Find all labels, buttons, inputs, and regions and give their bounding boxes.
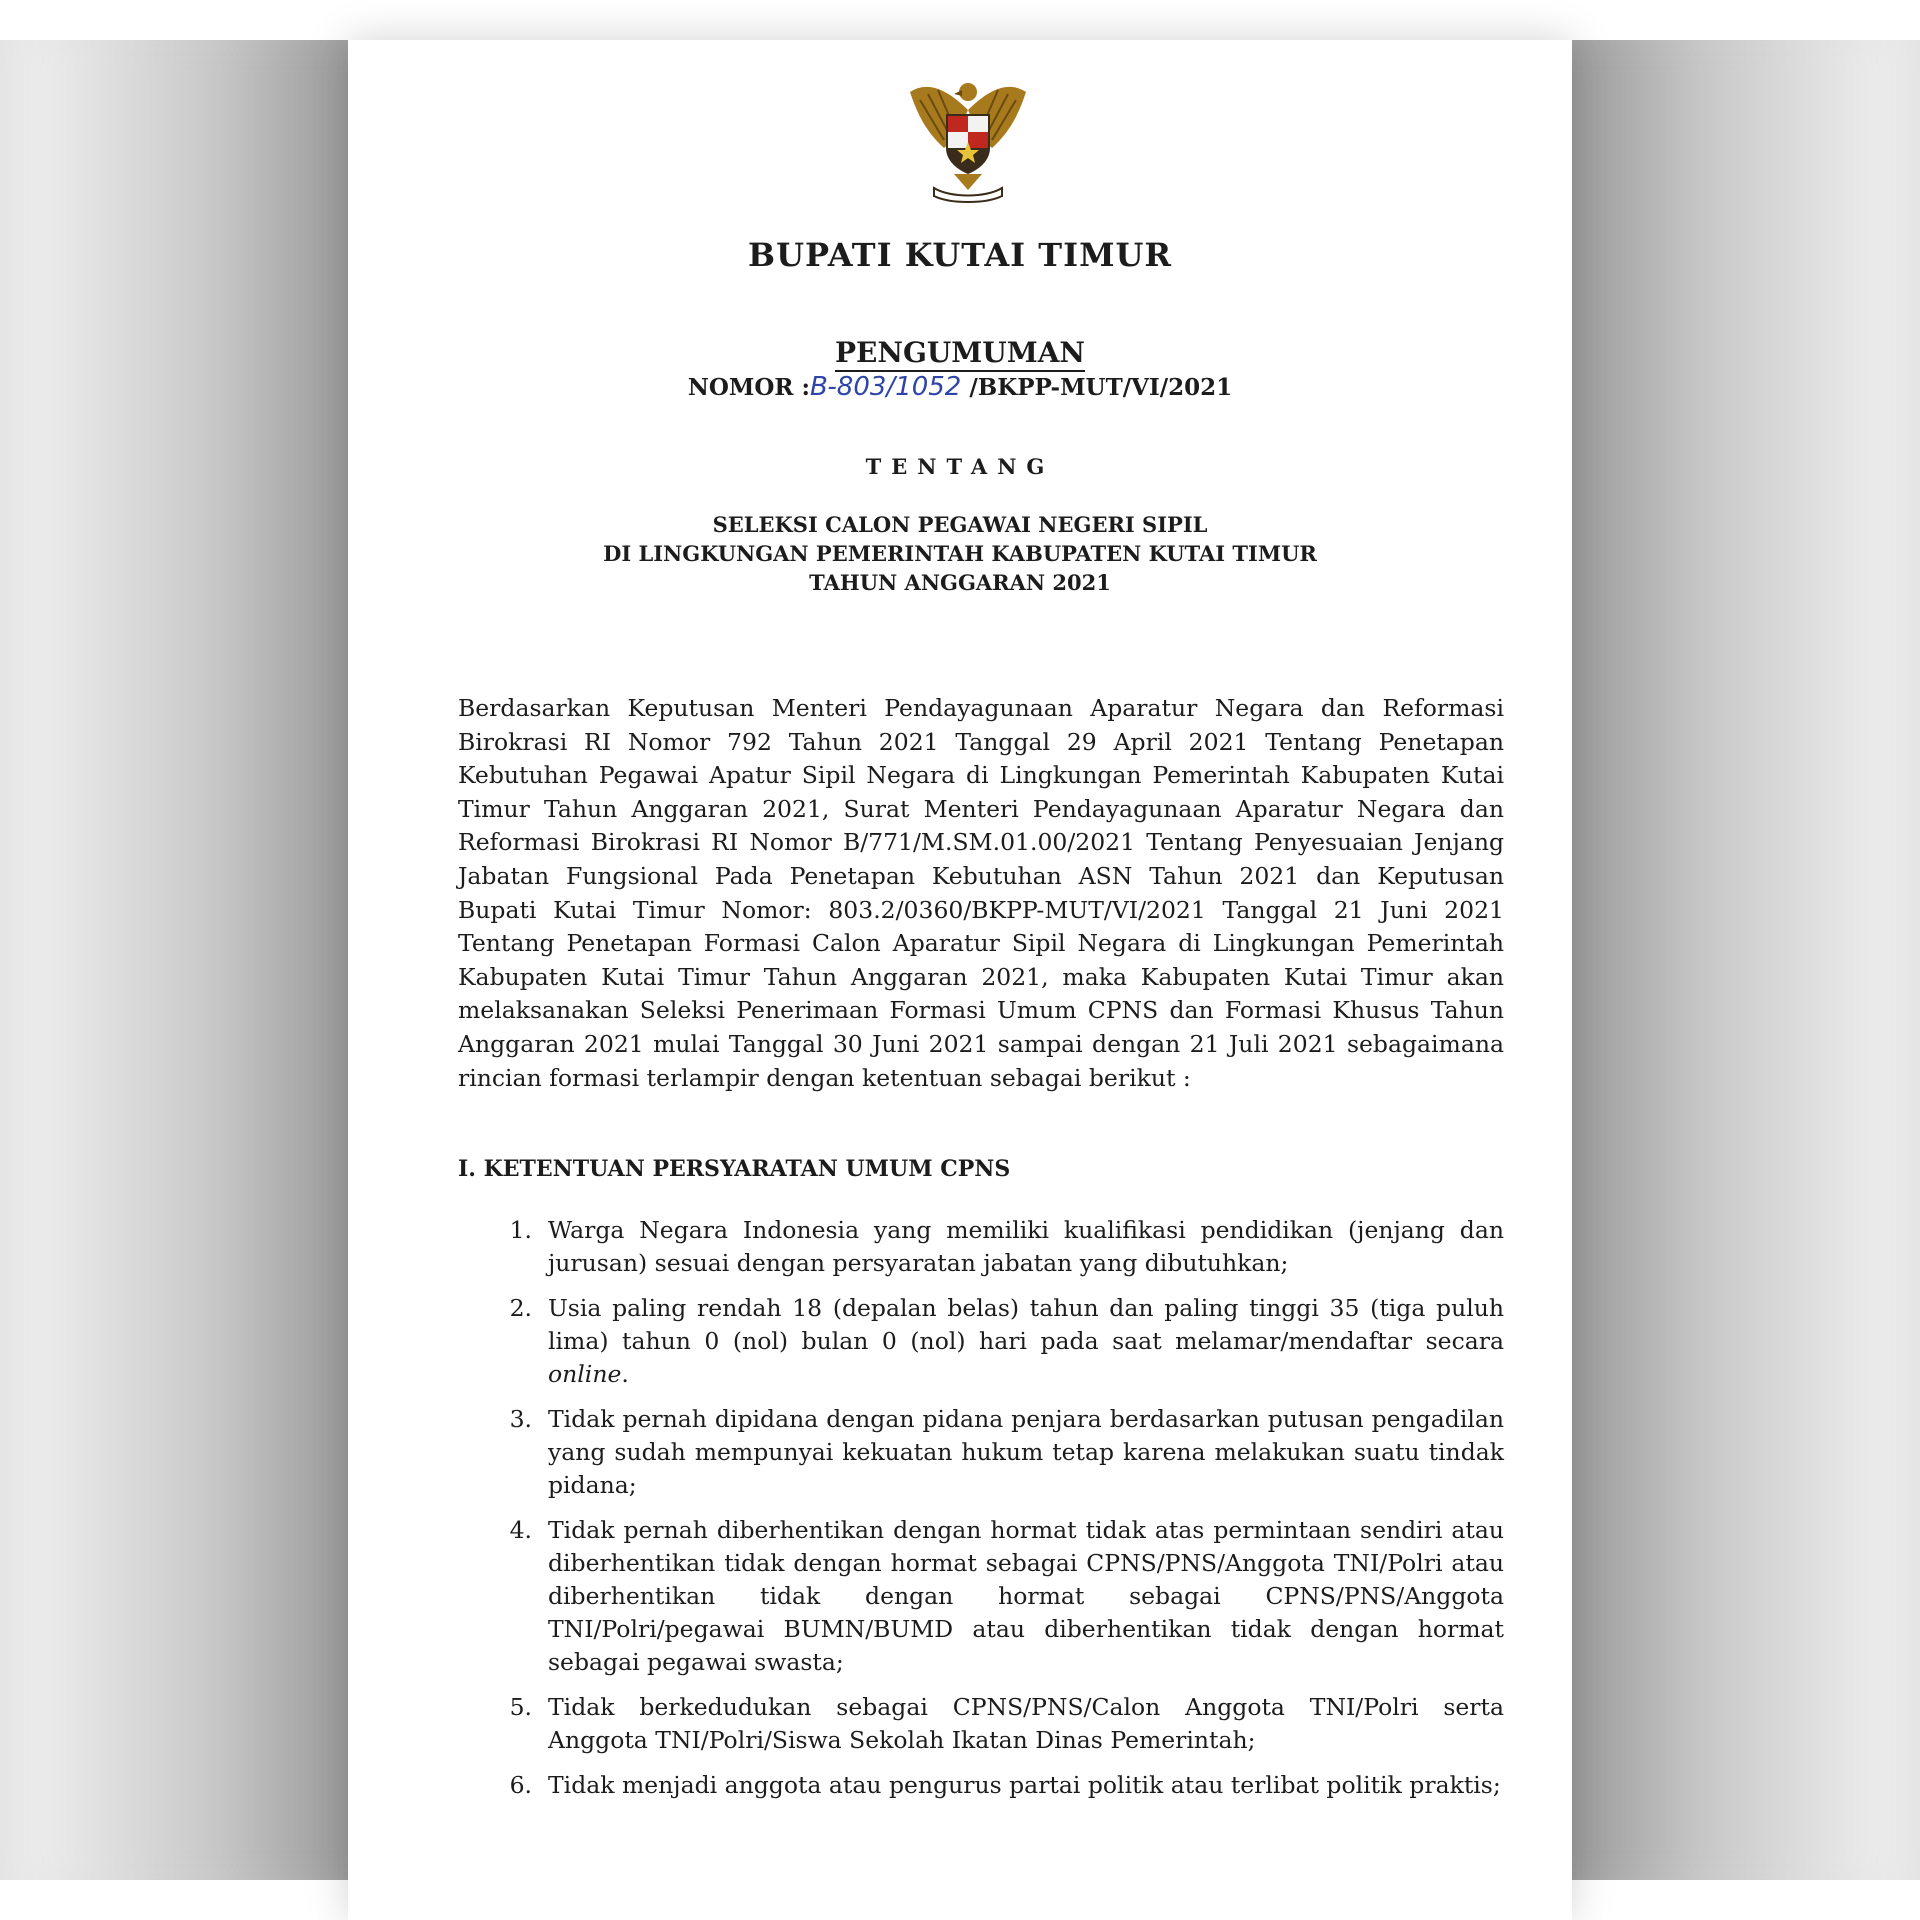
list-item (458, 1769, 1504, 1802)
item-text: Usia paling rendah 18 (depalan belas) tahun dan paling tinggi 35 (tiga puluh lima) tahun 0 (nol) bulan 0 (nol) hari pada saat melamar/mendaftar secara (548, 1294, 1504, 1355)
number-prefix: NOMOR : (687, 374, 811, 401)
list-item (458, 1691, 1504, 1757)
about-label: TENTANG (865, 454, 1055, 479)
requirements-list (458, 1214, 1504, 1814)
subject-block (348, 510, 1572, 597)
announcement-label (348, 336, 1572, 369)
item-number: 3. (509, 1405, 532, 1433)
list-item (458, 1514, 1504, 1679)
item-text: Tidak menjadi anggota atau pengurus partai politik atau terlibat politik praktis; (548, 1771, 1501, 1799)
letterhead-title: BUPATI KUTAI TIMUR (748, 236, 1172, 274)
subject-line: SELEKSI CALON PEGAWAI NEGERI SIPIL (712, 512, 1208, 537)
section-title: I. KETENTUAN PERSYARATAN UMUM CPNS (458, 1156, 1011, 1182)
list-item (458, 1403, 1504, 1502)
top-border (0, 0, 1920, 40)
item-text: Tidak berkedudukan sebagai CPNS/PNS/Calon Anggota TNI/Polri serta Anggota TNI/Polri/Siswa Sekolah Ikatan Dinas Pemerintah; (548, 1693, 1504, 1754)
announcement-label-text: PENGUMUMAN (835, 336, 1085, 372)
list-item (458, 1214, 1504, 1280)
item-text: Tidak pernah diberhentikan dengan hormat tidak atas permintaan sendiri atau diberhentikan tidak dengan hormat sebagai CPNS/PNS/Anggota TNI/Polri atau diberhentikan tidak dengan hormat sebagai CPNS/PNS/Anggota TNI/Polri/pegawai BUMN/BUMD atau diberhentikan tidak dengan hormat sebagai pegawai swasta; (548, 1516, 1504, 1676)
garuda-emblem-icon (898, 70, 1038, 210)
subject-line: DI LINGKUNGAN PEMERINTAH KABUPATEN KUTAI TIMUR (603, 541, 1317, 566)
document-page (348, 40, 1572, 1920)
handwritten-number: B-803/1052 (810, 372, 962, 402)
number-suffix: /BKPP-MUT/VI/2021 (961, 374, 1233, 401)
item-text-group (548, 1292, 1504, 1391)
item-text: Warga Negara Indonesia yang memiliki kualifikasi pendidikan (jenjang dan jurusan) sesuai dengan persyaratan jabatan yang dibutuhkan; (548, 1216, 1504, 1277)
item-italic-text: online (548, 1360, 622, 1388)
intro-paragraph: Berdasarkan Keputusan Menteri Pendayagunaan Aparatur Negara dan Reformasi Birokrasi RI Nomor 792 Tahun 2021 Tanggal 29 April 2021 Tentang Penetapan Kebutuhan Pegawai Apatur Sipil Negara di Lingkungan Pemerintah Kabupaten Kutai Timur Tahun Anggaran 2021, Surat Menteri Pendayagunaan Aparatur Negara dan Reformasi Birokrasi RI Nomor B/771/M.SM.01.00/2021 Tentang Penyesuaian Jenjang Jabatan Fungsional Pada Penetapan Kebutuhan ASN Tahun 2021 dan Keputusan Bupati Kutai Timur Nomor: 803.2/0360/BKPP-MUT/VI/2021 Tanggal 21 Juni 2021 Tentang Penetapan Formasi Calon Aparatur Sipil Negara di Lingkungan Pemerintah Kabupaten Kutai Timur Tahun Anggaran 2021, maka Kabupaten Kutai Timur akan melaksanakan Seleksi Penerimaan Formasi Umum CPNS dan Formasi Khusus Tahun Anggaran 2021 mulai Tanggal 30 Juni 2021 sampai dengan 21 Juli 2021 sebagaimana rincian formasi terlampir dengan ketentuan sebagai berikut : (458, 694, 1504, 1092)
item-text: Tidak pernah dipidana dengan pidana penjara berdasarkan putusan pengadilan yang sudah mempunyai kekuatan hukum tetap karena melakukan suatu tindak pidana; (548, 1405, 1504, 1499)
item-number: 5. (509, 1693, 532, 1721)
list-item (458, 1292, 1504, 1391)
item-number: 4. (509, 1516, 532, 1544)
item-number: 2. (509, 1294, 532, 1322)
announcement-number (348, 372, 1572, 402)
item-number: 6. (509, 1771, 532, 1799)
subject-line: TAHUN ANGGARAN 2021 (809, 570, 1111, 595)
item-number: 1. (509, 1216, 532, 1244)
item-tail: . (621, 1360, 629, 1388)
